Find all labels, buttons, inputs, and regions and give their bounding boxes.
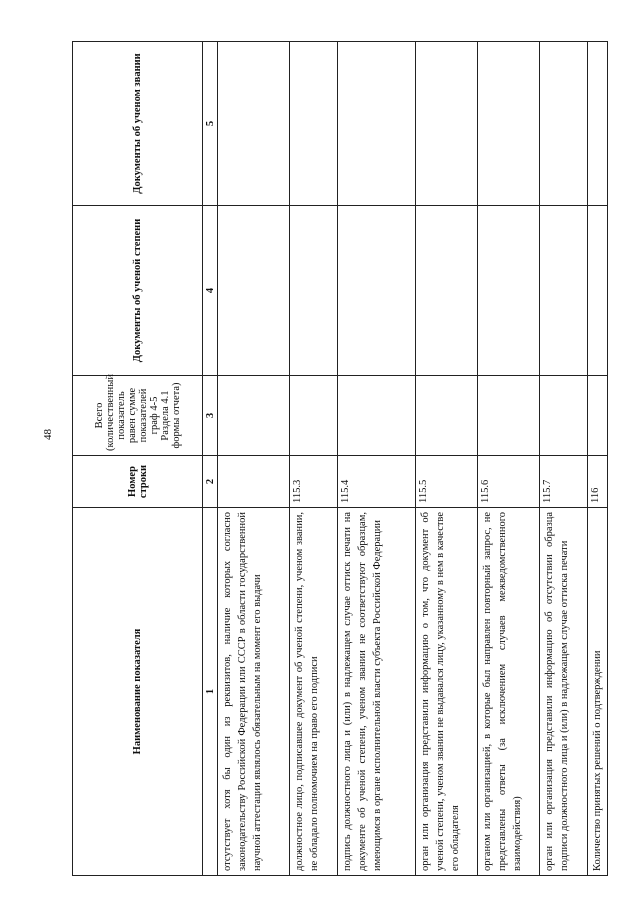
page-number: 48: [42, 429, 54, 440]
degree-cell: [338, 206, 416, 376]
total-cell: [478, 376, 540, 456]
row-number: [218, 456, 290, 508]
column-number: 2: [203, 456, 218, 508]
row-number: 115.6: [478, 456, 540, 508]
title-cell: [416, 42, 478, 206]
total-cell: [290, 376, 338, 456]
column-number: 5: [203, 42, 218, 206]
row-number: 115.7: [540, 456, 588, 508]
row-number: 115.3: [290, 456, 338, 508]
header-row-number: Номер строки: [73, 456, 203, 508]
column-number: 3: [203, 376, 218, 456]
total-cell: [218, 376, 290, 456]
degree-cell: [588, 206, 608, 376]
header-indicator-name: Наименование показателя: [73, 508, 203, 876]
indicator-name: подпись должностного лица и (или) в надлежащем случае оттиск печати на документе об ученой степени, ученом звании не соответствуют образцам, имеющимся в органе исполнительной власти субъекта Российской Федерации: [338, 508, 416, 876]
table-row: [416, 42, 478, 876]
degree-cell: [290, 206, 338, 376]
title-cell: [290, 42, 338, 206]
table-row: [218, 42, 290, 876]
indicator-name: органом или организацией, в которые был направлен повторный запрос, не представлены ответы (за исключением случаев межведомственного взаимодействия): [478, 508, 540, 876]
degree-cell: [416, 206, 478, 376]
table-row: [290, 42, 338, 876]
row-number: 115.4: [338, 456, 416, 508]
total-cell: [416, 376, 478, 456]
title-cell: [338, 42, 416, 206]
table-row: [540, 42, 588, 876]
table-row: [478, 42, 540, 876]
report-table: [72, 41, 608, 876]
indicator-name: Количество принятых решений о подтверждении: [588, 508, 608, 876]
column-number: 1: [203, 508, 218, 876]
title-cell: [588, 42, 608, 206]
indicator-name: отсутствует хотя бы один из реквизитов, наличие которых согласно законодательству Российской Федерации или СССР в области государственной научной аттестации являлось обязательным на момент его выдачи: [218, 508, 290, 876]
rotated-table-container: [72, 42, 603, 876]
total-cell: [540, 376, 588, 456]
indicator-name: орган или организация представили информацию о том, что документ об ученой степени, ученом звании не выдавался лицу, указанному в нем в качестве его обладателя: [416, 508, 478, 876]
total-cell: [588, 376, 608, 456]
degree-cell: [540, 206, 588, 376]
row-number: 116: [588, 456, 608, 508]
row-number: 115.5: [416, 456, 478, 508]
degree-cell: [218, 206, 290, 376]
table-row: [588, 42, 608, 876]
title-cell: [540, 42, 588, 206]
title-cell: [218, 42, 290, 206]
degree-cell: [478, 206, 540, 376]
table-row: [338, 42, 416, 876]
indicator-name: орган или организация представили информацию об отсутствии образца подписи должностного лица и (или) в надлежащем случае оттиска печати: [540, 508, 588, 876]
title-cell: [478, 42, 540, 206]
header-degree-documents: Документы об ученой степени: [73, 206, 203, 376]
indicator-name: должностное лицо, подписавшее документ об ученой степени, ученом звании, не обладало полномочием на право его подписи: [290, 508, 338, 876]
header-total: Всего (количественный показатель равен сумме показателей граф 4-5 Раздела 4.1 формы отчета): [73, 376, 203, 456]
total-cell: [338, 376, 416, 456]
header-title-documents: Документы об ученом звании: [73, 42, 203, 206]
column-number: 4: [203, 206, 218, 376]
